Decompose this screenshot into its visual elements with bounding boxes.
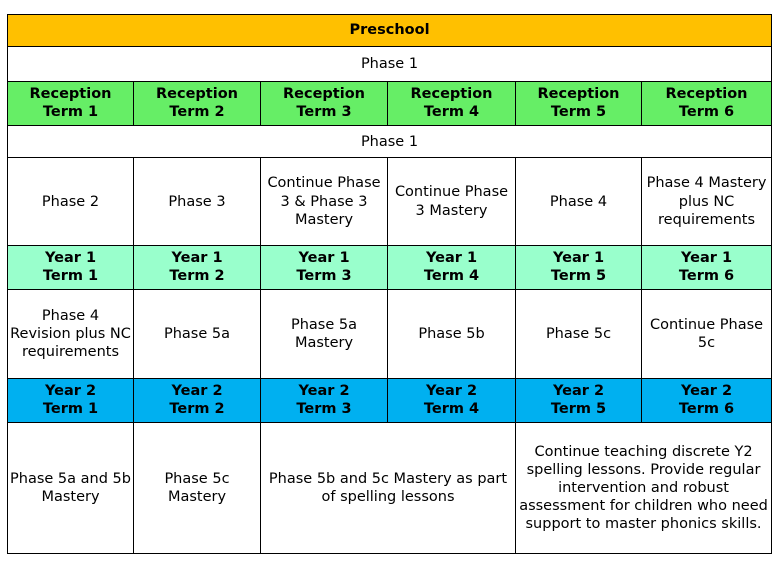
year1-phase-4: Phase 5b bbox=[388, 289, 516, 378]
reception-term-6: Reception Term 6 bbox=[642, 82, 772, 126]
year1-phase-3: Phase 5a Mastery bbox=[261, 289, 388, 378]
year1-phase-5: Phase 5c bbox=[516, 289, 642, 378]
reception-term-3: Reception Term 3 bbox=[261, 82, 388, 126]
year1-phases-row bbox=[8, 289, 772, 378]
year2-term-3: Year 2 Term 3 bbox=[261, 379, 388, 423]
year2-term-4: Year 2 Term 4 bbox=[388, 379, 516, 423]
year2-phase-1: Phase 5a and 5b Mastery bbox=[8, 422, 134, 553]
year1-term-3: Year 1 Term 3 bbox=[261, 245, 388, 289]
phase1-cell-mid: Phase 1 bbox=[8, 125, 772, 158]
year2-phase-2: Phase 5c Mastery bbox=[134, 422, 261, 553]
reception-phase-6: Phase 4 Mastery plus NC requirements bbox=[642, 158, 772, 245]
year2-term-2: Year 2 Term 2 bbox=[134, 379, 261, 423]
phase1-row-top bbox=[8, 46, 772, 82]
reception-phase-4: Continue Phase 3 Mastery bbox=[388, 158, 516, 245]
year1-term-4: Year 1 Term 4 bbox=[388, 245, 516, 289]
phase1-row-mid bbox=[8, 125, 772, 158]
reception-term-4: Reception Term 4 bbox=[388, 82, 516, 126]
year2-term-6: Year 2 Term 6 bbox=[642, 379, 772, 423]
year2-terms-row bbox=[8, 379, 772, 423]
year1-term-5: Year 1 Term 5 bbox=[516, 245, 642, 289]
reception-term-5: Reception Term 5 bbox=[516, 82, 642, 126]
year2-term-5: Year 2 Term 5 bbox=[516, 379, 642, 423]
year1-phase-2: Phase 5a bbox=[134, 289, 261, 378]
year1-phase-6: Continue Phase 5c bbox=[642, 289, 772, 378]
preschool-header: Preschool bbox=[8, 15, 772, 47]
reception-terms-row bbox=[8, 82, 772, 126]
reception-phases-row bbox=[8, 158, 772, 245]
reception-phase-2: Phase 3 bbox=[134, 158, 261, 245]
phonics-progression-table bbox=[7, 14, 772, 554]
reception-term-1: Reception Term 1 bbox=[8, 82, 134, 126]
year2-phase-3-4: Phase 5b and 5c Mastery as part of spelling lessons bbox=[261, 422, 516, 553]
reception-phase-3: Continue Phase 3 & Phase 3 Mastery bbox=[261, 158, 388, 245]
year1-term-6: Year 1 Term 6 bbox=[642, 245, 772, 289]
year2-phase-5-6: Continue teaching discrete Y2 spelling lessons. Provide regular intervention and robust assessment for children who need support to master phonics skills. bbox=[516, 422, 772, 553]
reception-phase-5: Phase 4 bbox=[516, 158, 642, 245]
phase1-cell-top: Phase 1 bbox=[8, 46, 772, 82]
year1-terms-row bbox=[8, 245, 772, 289]
year1-phase-1: Phase 4 Revision plus NC requirements bbox=[8, 289, 134, 378]
year1-term-2: Year 1 Term 2 bbox=[134, 245, 261, 289]
preschool-row bbox=[8, 15, 772, 47]
year2-phases-row bbox=[8, 422, 772, 553]
reception-term-2: Reception Term 2 bbox=[134, 82, 261, 126]
reception-phase-1: Phase 2 bbox=[8, 158, 134, 245]
year1-term-1: Year 1 Term 1 bbox=[8, 245, 134, 289]
year2-term-1: Year 2 Term 1 bbox=[8, 379, 134, 423]
